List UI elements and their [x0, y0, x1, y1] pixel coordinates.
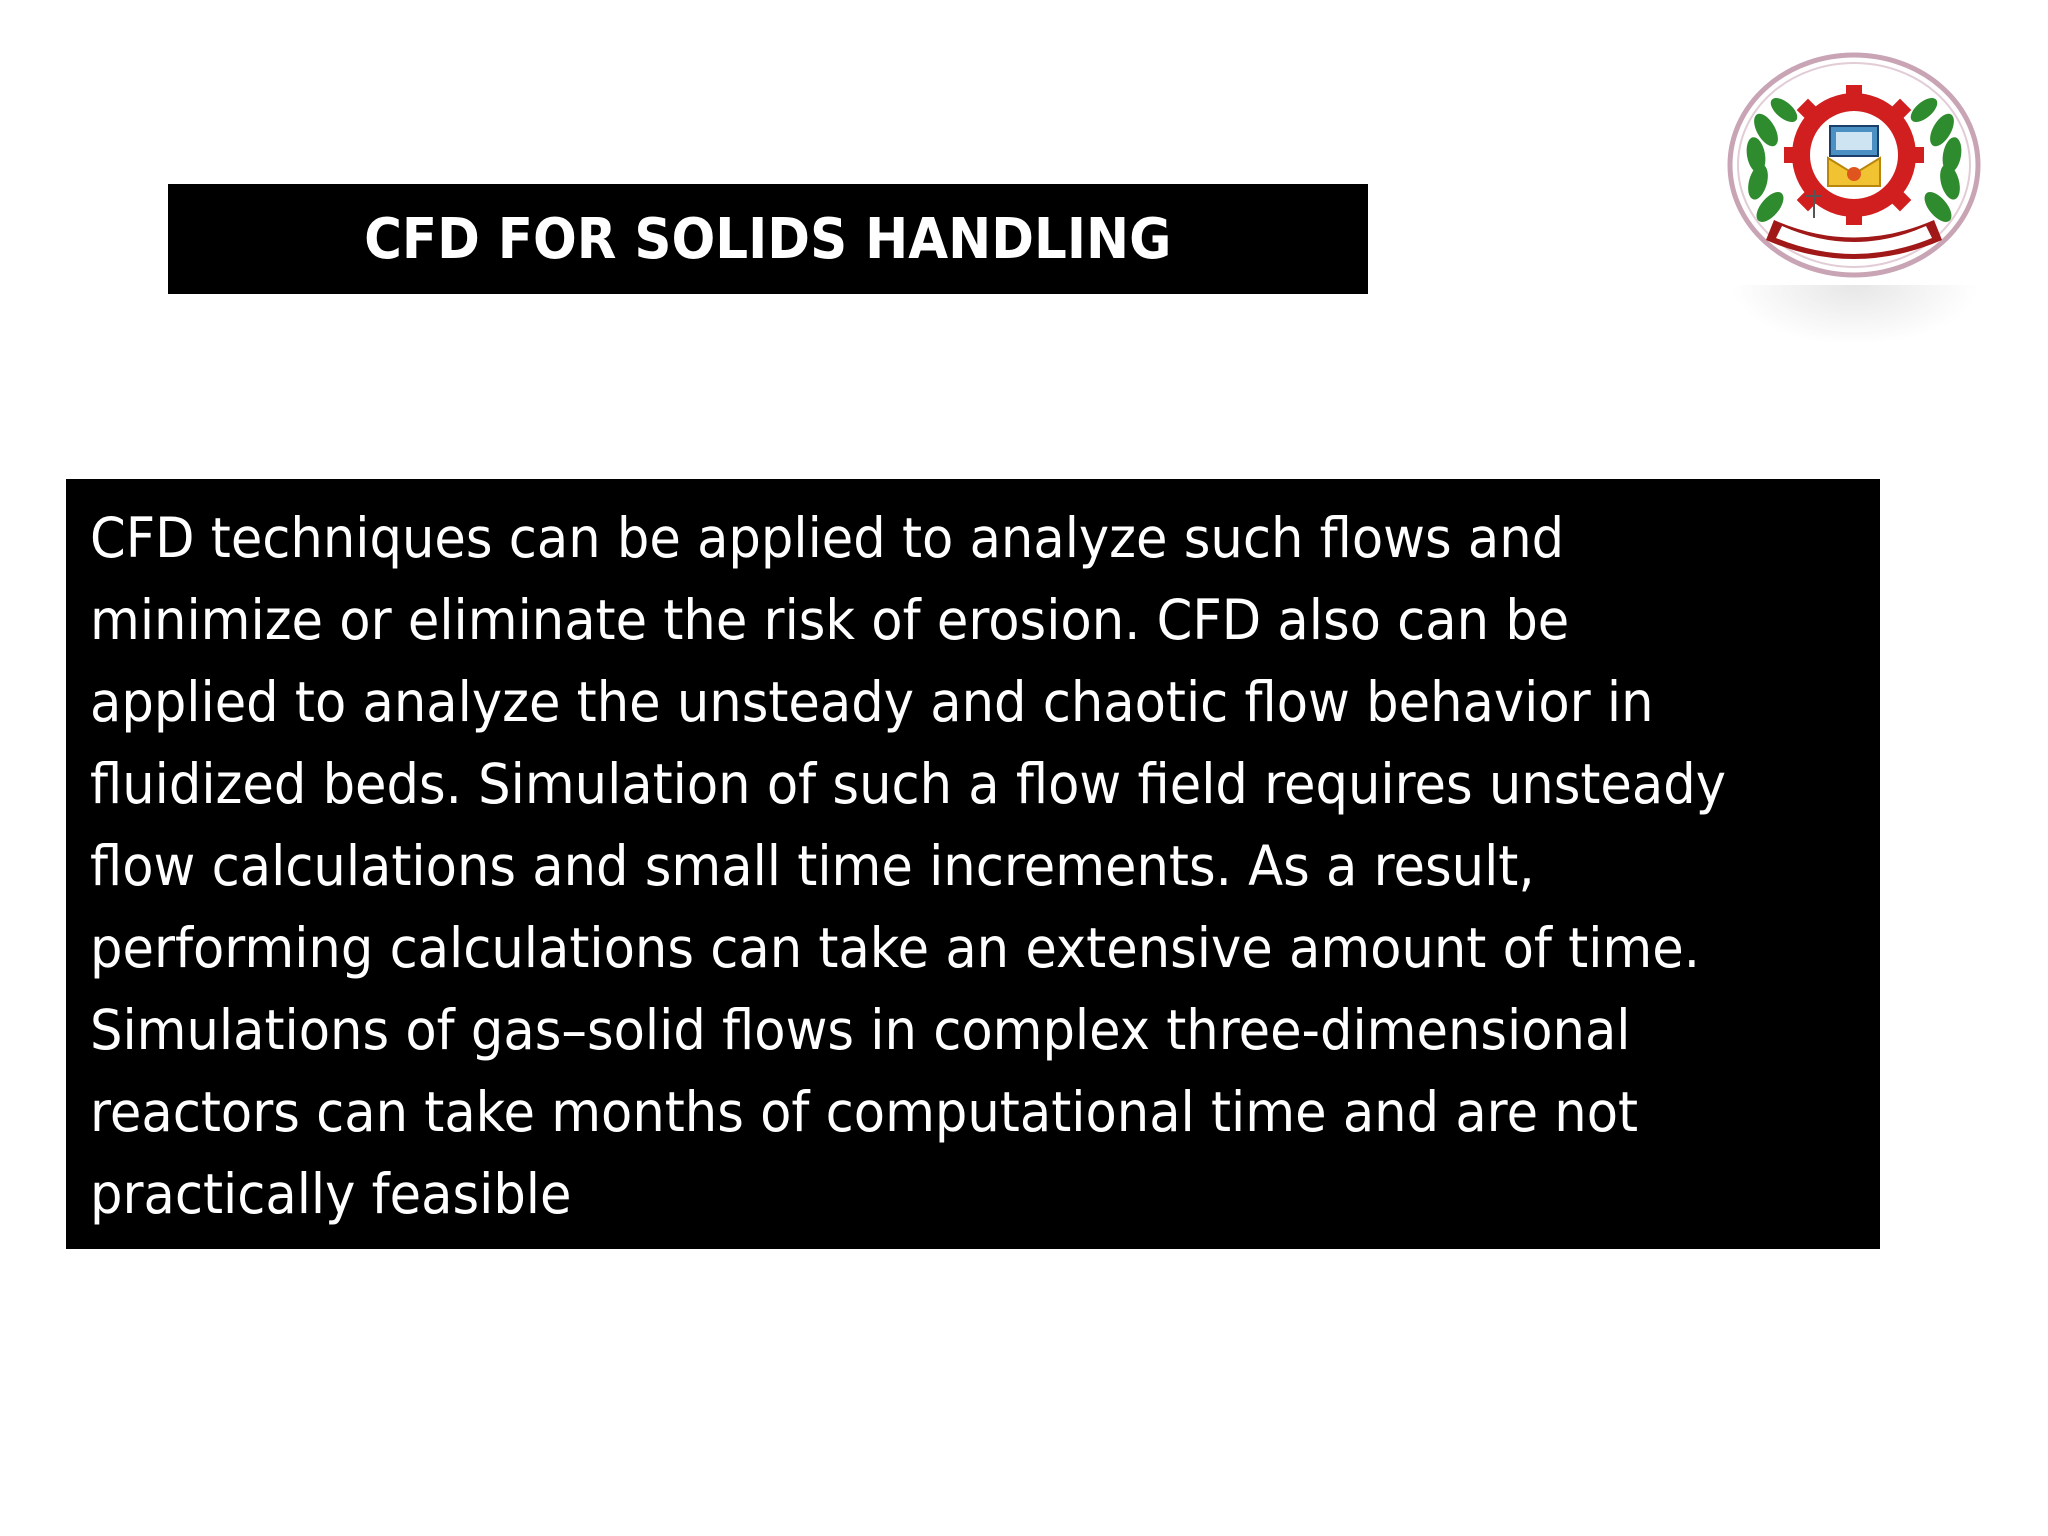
body-line: fluidized beds. Simulation of such a flow field requires unsteady — [90, 752, 1726, 816]
body-line: performing calculations can take an extensive amount of time. — [90, 916, 1700, 980]
body-line: applied to analyze the unsteady and chaotic flow behavior in — [90, 670, 1654, 734]
body-line: reactors can take months of computational time and are not — [90, 1080, 1639, 1144]
body-line: practically feasible — [90, 1162, 572, 1226]
college-emblem-icon — [1726, 50, 1982, 340]
body-paragraph — [90, 497, 1856, 1235]
body-line: minimize or eliminate the risk of erosion. CFD also can be — [90, 588, 1570, 652]
title-banner — [168, 184, 1368, 294]
body-line: flow calculations and small time increments. As a result, — [90, 834, 1535, 898]
slide-title: CFD FOR SOLIDS HANDLING — [364, 206, 1172, 272]
body-line: CFD techniques can be applied to analyze such flows and — [90, 506, 1565, 570]
content-box — [66, 479, 1880, 1249]
body-line: Simulations of gas–solid flows in complex three-dimensional — [90, 998, 1631, 1062]
